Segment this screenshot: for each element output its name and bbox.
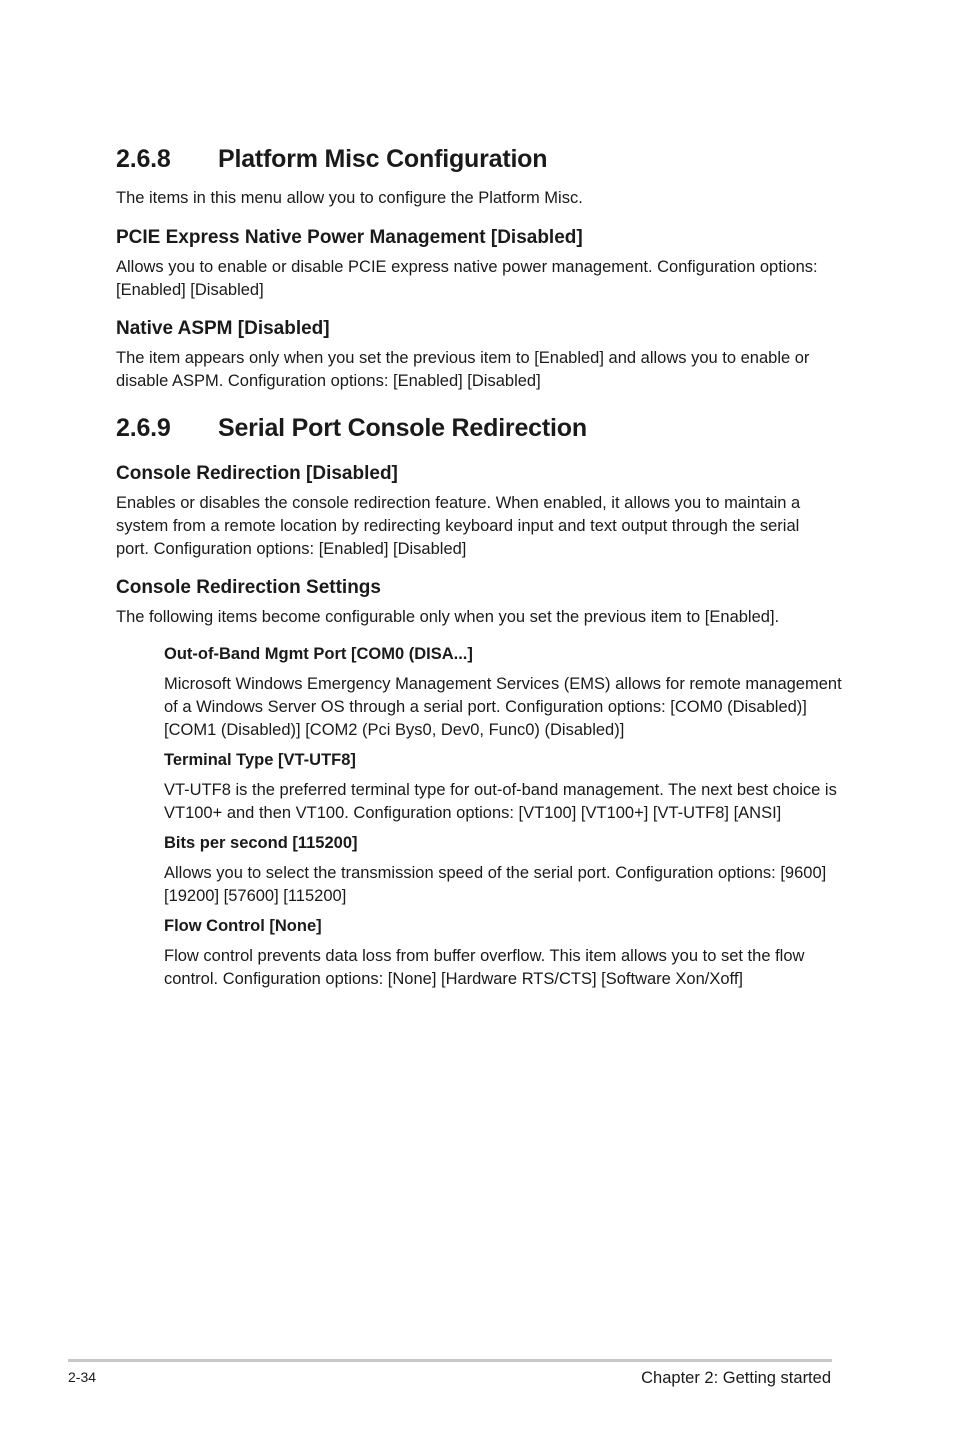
subitem-out-of-band-port xyxy=(164,643,844,742)
subitem-title: Out-of-Band Mgmt Port [COM0 (DISA...] xyxy=(164,645,473,663)
section-number: 2.6.9 xyxy=(116,414,171,442)
subitem-description: VT-UTF8 is the preferred terminal type for out-of-band management. The next best choice is VT100+ and then VT100. Configuration options: [VT100] [VT100+] [VT-UTF8] [ANSI] xyxy=(164,781,837,822)
item-pcie-native-power xyxy=(116,225,836,302)
section-title-text: Platform Misc Configuration xyxy=(218,145,548,173)
section-number: 2.6.8 xyxy=(116,145,171,173)
item-console-redirection xyxy=(116,461,836,561)
subitem-description: Allows you to select the transmission speed of the serial port. Configuration options: [9600] [19200] [57600] [115200] xyxy=(164,864,827,905)
subitem-flow-control xyxy=(164,915,844,991)
page-content xyxy=(116,141,842,991)
section-title-platform-misc xyxy=(116,141,836,177)
subitem-title: Terminal Type [VT-UTF8] xyxy=(164,751,356,769)
subitem-description: Microsoft Windows Emergency Management Services (EMS) allows for remote management of a Windows Server OS through a serial port. Configuration options: [COM0 (Disabled)] [COM1 (Disabled)] [COM2 (Pci Bys0, Dev0, Func0) (Disabled)] xyxy=(164,675,842,739)
section-title-text: Serial Port Console Redirection xyxy=(218,414,587,442)
section-intro: The items in this menu allow you to configure the Platform Misc. xyxy=(116,189,583,207)
item-description: The item appears only when you set the previous item to [Enabled] and allows you to enable or disable ASPM. Configuration options: [Enabled] [Disabled] xyxy=(116,349,810,390)
section-title-serial-port xyxy=(116,410,836,446)
footer-divider xyxy=(68,1359,832,1362)
subitem-terminal-type xyxy=(164,749,844,825)
subitem-description: Flow control prevents data loss from buffer overflow. This item allows you to set the flow control. Configuration options: [None] [Hardware RTS/CTS] [Software Xon/Xoff] xyxy=(164,947,805,988)
subitem-title: Bits per second [115200] xyxy=(164,834,358,852)
subitem-title: Flow Control [None] xyxy=(164,917,322,935)
item-native-aspm xyxy=(116,316,836,393)
chapter-label: Chapter 2: Getting started xyxy=(641,1369,831,1387)
subitem-bits-per-second xyxy=(164,832,844,908)
page-number: 2-34 xyxy=(68,1369,97,1385)
item-description: The following items become configurable only when you set the previous item to [Enabled]. xyxy=(116,608,780,626)
item-title: Console Redirection [Disabled] xyxy=(116,463,398,484)
item-console-redirection-settings xyxy=(116,575,836,629)
item-title: PCIE Express Native Power Management [Disabled] xyxy=(116,227,583,248)
item-title: Console Redirection Settings xyxy=(116,577,381,598)
item-title: Native ASPM [Disabled] xyxy=(116,318,330,339)
console-redirection-subitems xyxy=(164,643,844,991)
item-description: Allows you to enable or disable PCIE express native power management. Configuration options: [Enabled] [Disabled] xyxy=(116,258,818,299)
item-description: Enables or disables the console redirection feature. When enabled, it allows you to maintain a system from a remote location by redirecting keyboard input and text output through the serial port. Configuration options: [Enabled] [Disabled] xyxy=(116,494,801,558)
